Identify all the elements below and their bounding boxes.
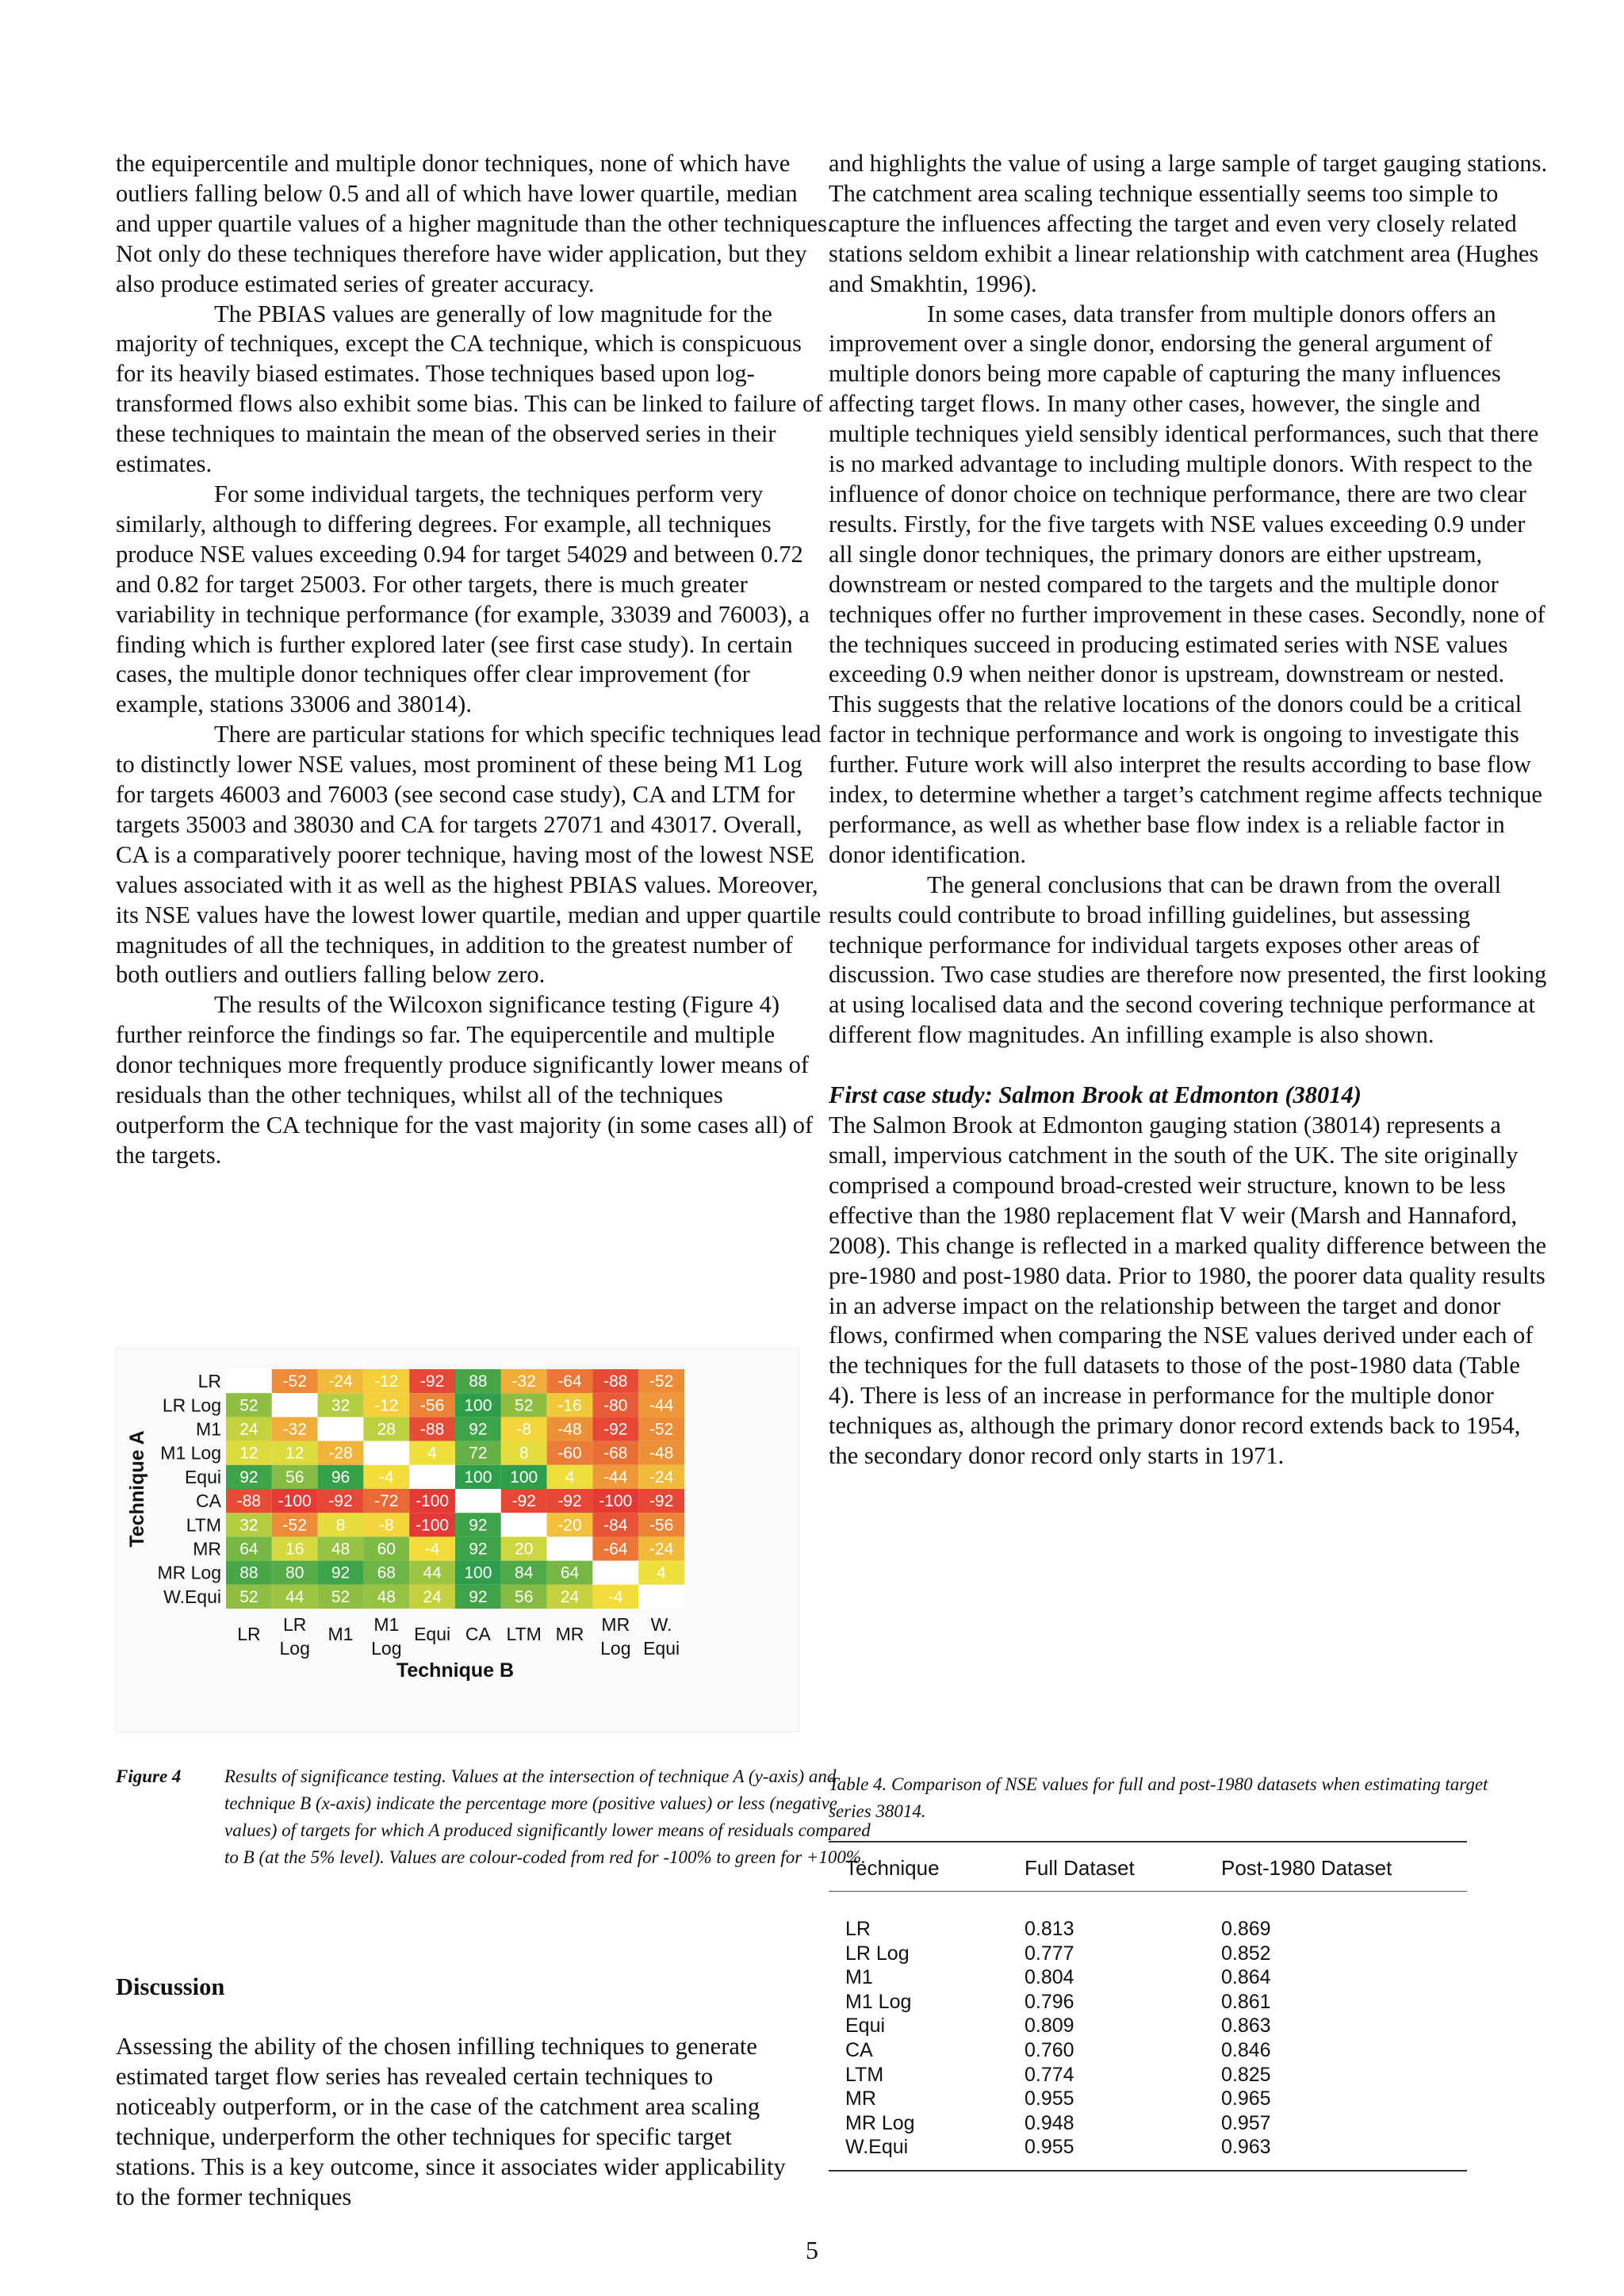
- section-heading: Discussion: [116, 1973, 225, 2000]
- x-tick-label: CA: [465, 1624, 491, 1644]
- heatmap-cell-label: 56: [515, 1587, 534, 1606]
- table-cell: 0.825: [1221, 2063, 1271, 2086]
- heatmap-cell-label: -100: [416, 1516, 450, 1535]
- y-tick-label: M1 Log: [160, 1442, 221, 1464]
- table-row: [829, 1942, 1467, 1967]
- body-paragraph: The results of the Wilcoxon significance testing (Figure 4) further reinforce the findings so far. The equipercentile and multiple donor techniques more frequently produce significantly lower means of residuals than the other techniques, whilst all of the techniques outperform the CA technique for the vast majority (in some cases all) of the targets.: [116, 991, 814, 1169]
- heatmap-cell-label: 32: [331, 1396, 350, 1415]
- table-cell: MR Log: [845, 2111, 915, 2134]
- column-header: Post-1980 Dataset: [1221, 1856, 1392, 1880]
- body-paragraph: The Salmon Brook at Edmonton gauging station (38014) represents a small, impervious catchment in the south of the UK. The site originally comprised a compound broad-crested weir structure, known to be less effective than the 1980 replacement flat V weir (Marsh and Hannaford, 2008). This change is reflected in a marked quality difference between the pre-1980 and post-1980 data. Prior to 1980, the poorer data quality results in an adverse impact on the relationship between the target and donor flows, confirmed when comparing the NSE values derived under each of the techniques for the full datasets to those of the post-1980 data (Table 4). There is less of an increase in performance for the multiple donor techniques as, although the primary donor record extends back to 1954, the secondary donor record only starts in 1971.: [829, 1112, 1547, 1470]
- table-body: [829, 1892, 1467, 2170]
- heatmap-cell-label: 64: [560, 1563, 580, 1582]
- heatmap-cell-label: 20: [515, 1540, 534, 1559]
- heatmap-cell-label: 92: [469, 1420, 488, 1439]
- y-tick-label: Equi: [184, 1466, 221, 1487]
- heatmap-cell-label: -8: [378, 1516, 394, 1535]
- x-tick-label: W.: [650, 1614, 672, 1635]
- heatmap-cell-label: -80: [603, 1396, 628, 1415]
- body-paragraph: Assessing the ability of the chosen infilling techniques to generate estimated target flow series has revealed certain techniques to noticeably outperform, or in the case of the catchment area scaling technique, underperform the other techniques for specific target stations. This is a key outcome, since it associates wider applicability to the former techniques: [116, 2033, 786, 2210]
- table-cell: LR: [845, 1918, 871, 1940]
- heatmap-cell-label: 24: [560, 1587, 580, 1606]
- x-tick-label: M1: [373, 1614, 400, 1635]
- heatmap-cell-label: 4: [427, 1444, 437, 1463]
- heatmap-cell-label: -44: [649, 1396, 674, 1415]
- table-cell: MR: [845, 2087, 876, 2110]
- table-row: [829, 2112, 1467, 2137]
- heatmap-cell-label: 8: [519, 1444, 529, 1463]
- heatmap-cell-label: 4: [565, 1468, 575, 1487]
- left-column: [116, 149, 833, 1171]
- table-cell: CA: [845, 2038, 873, 2061]
- heatmap-cell: [226, 1369, 272, 1393]
- table-cell: 0.948: [1025, 2111, 1074, 2134]
- page-number: 5: [806, 2236, 818, 2264]
- table-cell: Equi: [845, 2015, 886, 2038]
- heatmap-cell-label: 100: [464, 1563, 492, 1582]
- body-paragraph: and highlights the value of using a large sample of target gauging stations. The catchment area scaling technique essentially seems too simple to capture the influences affecting the target and even very closely related stations seldom exhibit a linear relationship with catchment area (Hughes and Smakhtin, 1996).: [829, 150, 1548, 297]
- heatmap-cell-label: -92: [419, 1372, 445, 1391]
- heatmap-cell-label: 100: [464, 1468, 492, 1487]
- heatmap-cell-label: 16: [285, 1540, 304, 1559]
- heatmap-cell-label: -92: [649, 1492, 674, 1511]
- table-row: [829, 2136, 1467, 2160]
- table-cell: 0.864: [1221, 1966, 1271, 1989]
- table-row: [829, 1966, 1467, 1991]
- heatmap-cell: [409, 1465, 455, 1489]
- heatmap-cell-label: -88: [419, 1420, 445, 1439]
- table-cell: 0.777: [1025, 1942, 1074, 1965]
- discussion-block: [116, 2032, 806, 2212]
- heatmap-cell-label: -64: [603, 1540, 628, 1559]
- y-tick-label: MR: [193, 1538, 221, 1559]
- table-row: [829, 1991, 1467, 2015]
- heatmap-cell-label: 12: [285, 1444, 304, 1463]
- table-cell: M1: [845, 1966, 873, 1989]
- y-tick-label: LR: [197, 1371, 221, 1392]
- heatmap-cell-label: -60: [557, 1444, 582, 1463]
- table-cell: LR Log: [845, 1942, 910, 1965]
- heatmap-cell-label: -44: [603, 1468, 628, 1487]
- heatmap-cell: [638, 1585, 684, 1609]
- heatmap-cell-label: 52: [239, 1587, 259, 1606]
- heatmap-cell-label: -12: [374, 1372, 399, 1391]
- heatmap-cell-label: 24: [239, 1420, 259, 1439]
- x-tick-label: LR: [282, 1614, 307, 1635]
- x-tick-label: Equi: [414, 1624, 451, 1644]
- heatmap-cell-label: 100: [464, 1396, 492, 1415]
- heatmap-cell-label: -84: [603, 1516, 628, 1535]
- table-row: [829, 2015, 1467, 2039]
- heatmap-cell-label: 88: [469, 1372, 488, 1391]
- x-tick-label: LR: [237, 1624, 261, 1644]
- heatmap-cell-label: 24: [423, 1587, 442, 1606]
- heatmap-chart: [117, 1349, 800, 1733]
- nse-comparison-table: [829, 1841, 1467, 2172]
- heatmap-cell-label: 44: [423, 1563, 442, 1582]
- y-axis-title: Technique A: [126, 1430, 148, 1548]
- heatmap-cell-label: -12: [374, 1396, 399, 1415]
- heatmap-cell-label: -100: [416, 1492, 450, 1511]
- y-tick-label: M1: [196, 1418, 221, 1440]
- body-paragraph: The general conclusions that can be drawn from the overall results could contribute to broad infilling guidelines, but assessing technique performance for individual targets exposes other areas of discussion. Two case studies are therefore now presented, the first looking at using localised data and the second covering technique performance at different flow magnitudes. An infilling example is also shown.: [829, 871, 1547, 1049]
- heatmap-cell: [363, 1441, 409, 1465]
- right-column: [829, 149, 1550, 1471]
- y-tick-label: CA: [196, 1490, 221, 1512]
- heatmap-cell-label: 96: [331, 1468, 350, 1487]
- heatmap-cell-label: -92: [511, 1492, 536, 1511]
- y-tick-label: LTM: [186, 1514, 221, 1536]
- table-cell: 0.955: [1025, 2087, 1074, 2110]
- heatmap-cell-label: 64: [239, 1540, 259, 1559]
- table-cell: 0.804: [1025, 1966, 1074, 1989]
- heatmap-cell-label: -8: [516, 1420, 532, 1439]
- table-cell: 0.955: [1025, 2136, 1074, 2159]
- table-cell: 0.869: [1221, 1918, 1271, 1940]
- heatmap-cell-label: -52: [282, 1372, 307, 1391]
- heatmap-cell-label: 84: [515, 1563, 534, 1582]
- table-cell: M1 Log: [845, 1990, 912, 2013]
- heatmap-cell-label: 80: [285, 1563, 304, 1582]
- heatmap-cell-label: -52: [282, 1516, 307, 1535]
- significance-heatmap: [116, 1348, 799, 1732]
- table-cell: 0.863: [1221, 2015, 1271, 2038]
- x-tick-label: M1: [327, 1624, 354, 1644]
- heatmap-cell-label: 52: [239, 1396, 259, 1415]
- heatmap-cell-label: 48: [377, 1587, 396, 1606]
- table-header: [829, 1843, 1467, 1892]
- body-paragraph: There are particular stations for which specific techniques lead to distinctly lower NSE values, most prominent of these being M1 Log for targets 46003 and 76003 (see second case study), CA and LTM for targets 35003 and 38030 and CA for targets 27071 and 43017. Overall, CA is a comparatively poorer technique, having most of the lowest NSE values associated with it as well as the highest PBIAS values. Moreover, its NSE values have the lowest lower quartile, median and upper quartile magnitudes of all the techniques, in addition to the greatest number of both outliers and outliers falling below zero.: [116, 721, 822, 989]
- heatmap-cell: [501, 1513, 547, 1536]
- heatmap-cell-label: 56: [285, 1468, 304, 1487]
- case-study-heading: First case study: Salmon Brook at Edmonton (38014): [829, 1081, 1362, 1109]
- heatmap-cell-label: -52: [649, 1420, 674, 1439]
- heatmap-cell-label: -24: [649, 1540, 674, 1559]
- heatmap-cell-label: -32: [282, 1420, 307, 1439]
- heatmap-cell-label: -16: [557, 1396, 582, 1415]
- heatmap-cell-label: -4: [378, 1468, 394, 1487]
- x-tick-label: Equi: [643, 1638, 680, 1659]
- heatmap-cell: [592, 1561, 638, 1585]
- table-cell: 0.809: [1025, 2015, 1074, 2038]
- column-header: Technique: [845, 1856, 940, 1880]
- table-row: [829, 2064, 1467, 2088]
- heatmap-cell-label: -92: [328, 1492, 353, 1511]
- x-tick-label: Log: [279, 1638, 310, 1659]
- x-axis-title: Technique B: [396, 1659, 515, 1682]
- heatmap-cell-label: 4: [657, 1563, 666, 1582]
- x-tick-label: Log: [371, 1638, 402, 1659]
- heatmap-cell-label: 72: [469, 1444, 488, 1463]
- heatmap-cell-label: 48: [331, 1540, 350, 1559]
- figure-caption-text: Results of significance testing. Values at the intersection of technique A (y-axis) and technique B (x-axis) indicate the percentage more (positive values) or less (negative values) of targets for which A produced significantly lower means of residuals compared to B (at the 5% level). Values are colour-coded from red for -100% to green for +100%.: [224, 1766, 871, 1867]
- x-tick-label: LTM: [506, 1624, 542, 1644]
- heatmap-cell-label: -72: [374, 1492, 399, 1511]
- table-row: [829, 2087, 1467, 2112]
- heatmap-cell-label: 44: [285, 1587, 304, 1606]
- heatmap-cell-label: 12: [239, 1444, 259, 1463]
- heatmap-cell-label: -20: [557, 1516, 582, 1535]
- heatmap-cell-label: 68: [377, 1563, 396, 1582]
- heatmap-cell-label: 28: [377, 1420, 396, 1439]
- heatmap-cell-label: 52: [331, 1587, 350, 1606]
- table-cell: 0.965: [1221, 2087, 1271, 2110]
- heatmap-cell-label: 92: [331, 1563, 350, 1582]
- heatmap-cell-label: 92: [239, 1468, 259, 1487]
- heatmap-cell-label: -68: [603, 1444, 628, 1463]
- heatmap-cell-label: -56: [419, 1396, 445, 1415]
- heatmap-cell: [547, 1536, 593, 1560]
- column-header: Full Dataset: [1025, 1856, 1135, 1880]
- heatmap-cell-label: -52: [649, 1372, 674, 1391]
- heatmap-cell-label: 8: [335, 1516, 346, 1535]
- heatmap-cell-label: -4: [607, 1587, 623, 1606]
- y-tick-label: MR Log: [157, 1562, 221, 1583]
- heatmap-cell-label: -100: [599, 1492, 633, 1511]
- heatmap-cell-label: -48: [557, 1420, 582, 1439]
- table-cell: 0.760: [1025, 2038, 1074, 2061]
- body-paragraph: The PBIAS values are generally of low magnitude for the majority of techniques, except the CA technique, which is conspicuous for its heavily biased estimates. Those techniques based upon log-transformed flows also exhibit some bias. This can be linked to failure of these techniques to maintain the mean of the observed series in their estimates.: [116, 300, 823, 478]
- heatmap-cell: [272, 1393, 318, 1417]
- y-tick-label: LR Log: [162, 1395, 221, 1416]
- table-cell: W.Equi: [845, 2136, 909, 2159]
- heatmap-cell-label: -100: [278, 1492, 312, 1511]
- heatmap-cell-label: -88: [603, 1372, 628, 1391]
- table-caption: Table 4. Comparison of NSE values for full and post-1980 datasets when estimating target series 38014.: [829, 1774, 1488, 1821]
- table-cell: 0.813: [1025, 1918, 1074, 1940]
- body-paragraph: In some cases, data transfer from multiple donors offers an improvement over a single donor, endorsing the general argument of multiple donors being more capable of capturing the many influences affecting target flows. In many other cases, however, the single and multiple techniques yield sensibly identical performances, such that there is no marked advantage to including multiple donors. With respect to the influence of donor choice on technique performance, there are two clear results. Firstly, for the five targets with NSE values exceeding 0.9 under all single donor techniques, the primary donors are either upstream, downstream or nested compared to the targets and the multiple donor techniques offer no further improvement in these cases. Secondly, none of the techniques succeed in producing estimated series with NSE values exceeding 0.9 when neither donor is upstream, downstream or nested. This suggests that the relative locations of the donors could be a critical factor in technique performance and work is ongoing to investigate this further. Future work will also interpret the results according to base flow index, to determine whether a target’s catchment regime affects technique performance, as well as whether base flow index is a reliable factor in donor identification.: [829, 300, 1545, 868]
- table-cell: 0.852: [1221, 1942, 1271, 1965]
- table-row: [829, 1918, 1467, 1942]
- heatmap-cell-label: -56: [649, 1516, 674, 1535]
- body-paragraph: For some individual targets, the techniques perform very similarly, although to differing degrees. For example, all techniques produce NSE values exceeding 0.94 for target 54029 and between 0.72 and 0.82 for target 25003. For other targets, there is much greater variability in technique performance (for example, 33039 and 76003), a finding which is further explored later (see first case study). In certain cases, the multiple donor techniques offer clear improvement (for example, stations 33006 and 38014).: [116, 480, 810, 718]
- y-tick-label: W.Equi: [163, 1586, 221, 1607]
- table-cell: 0.796: [1025, 1990, 1074, 2013]
- heatmap-cell: [455, 1489, 501, 1513]
- x-tick-label: MR: [555, 1624, 584, 1644]
- table-cell: LTM: [845, 2063, 884, 2086]
- heatmap-cell-label: -92: [603, 1420, 628, 1439]
- heatmap-cell-label: 92: [469, 1540, 488, 1559]
- heatmap-cell-label: -24: [328, 1372, 353, 1391]
- table-row: [829, 2039, 1467, 2064]
- heatmap-cell-label: -92: [557, 1492, 582, 1511]
- heatmap-cell-label: 88: [239, 1563, 259, 1582]
- x-tick-label: MR: [601, 1614, 630, 1635]
- heatmap-cell-label: -88: [236, 1492, 262, 1511]
- heatmap-cell-label: -24: [649, 1468, 674, 1487]
- body-paragraph: the equipercentile and multiple donor techniques, none of which have outliers falling below 0.5 and all of which have lower quartile, median and upper quartile values of a higher magnitude than the other techniques. Not only do these techniques therefore have wider application, but they also produce estimated series of greater accuracy.: [116, 150, 833, 297]
- x-tick-label: Log: [600, 1638, 631, 1659]
- heatmap-cell-label: -28: [328, 1444, 353, 1463]
- table-cell: 0.957: [1221, 2111, 1271, 2134]
- heatmap-cell-label: -4: [424, 1540, 440, 1559]
- table-cell: 0.963: [1221, 2136, 1271, 2159]
- heatmap-cell: [318, 1417, 364, 1441]
- heatmap-cell-label: -48: [649, 1444, 674, 1463]
- heatmap-cell-label: 32: [239, 1516, 259, 1535]
- heatmap-cell-label: 60: [377, 1540, 396, 1559]
- table-cell: 0.846: [1221, 2038, 1271, 2061]
- table-cell: 0.861: [1221, 1990, 1271, 2013]
- table-cell: 0.774: [1025, 2063, 1074, 2086]
- heatmap-cell-label: -64: [557, 1372, 582, 1391]
- heatmap-cell-label: 100: [510, 1468, 538, 1487]
- heatmap-cell-label: 52: [515, 1396, 534, 1415]
- figure-label: Figure 4: [116, 1766, 182, 1786]
- heatmap-cell-label: 92: [469, 1587, 488, 1606]
- heatmap-cell-label: -32: [511, 1372, 536, 1391]
- heatmap-cell-label: 92: [469, 1516, 488, 1535]
